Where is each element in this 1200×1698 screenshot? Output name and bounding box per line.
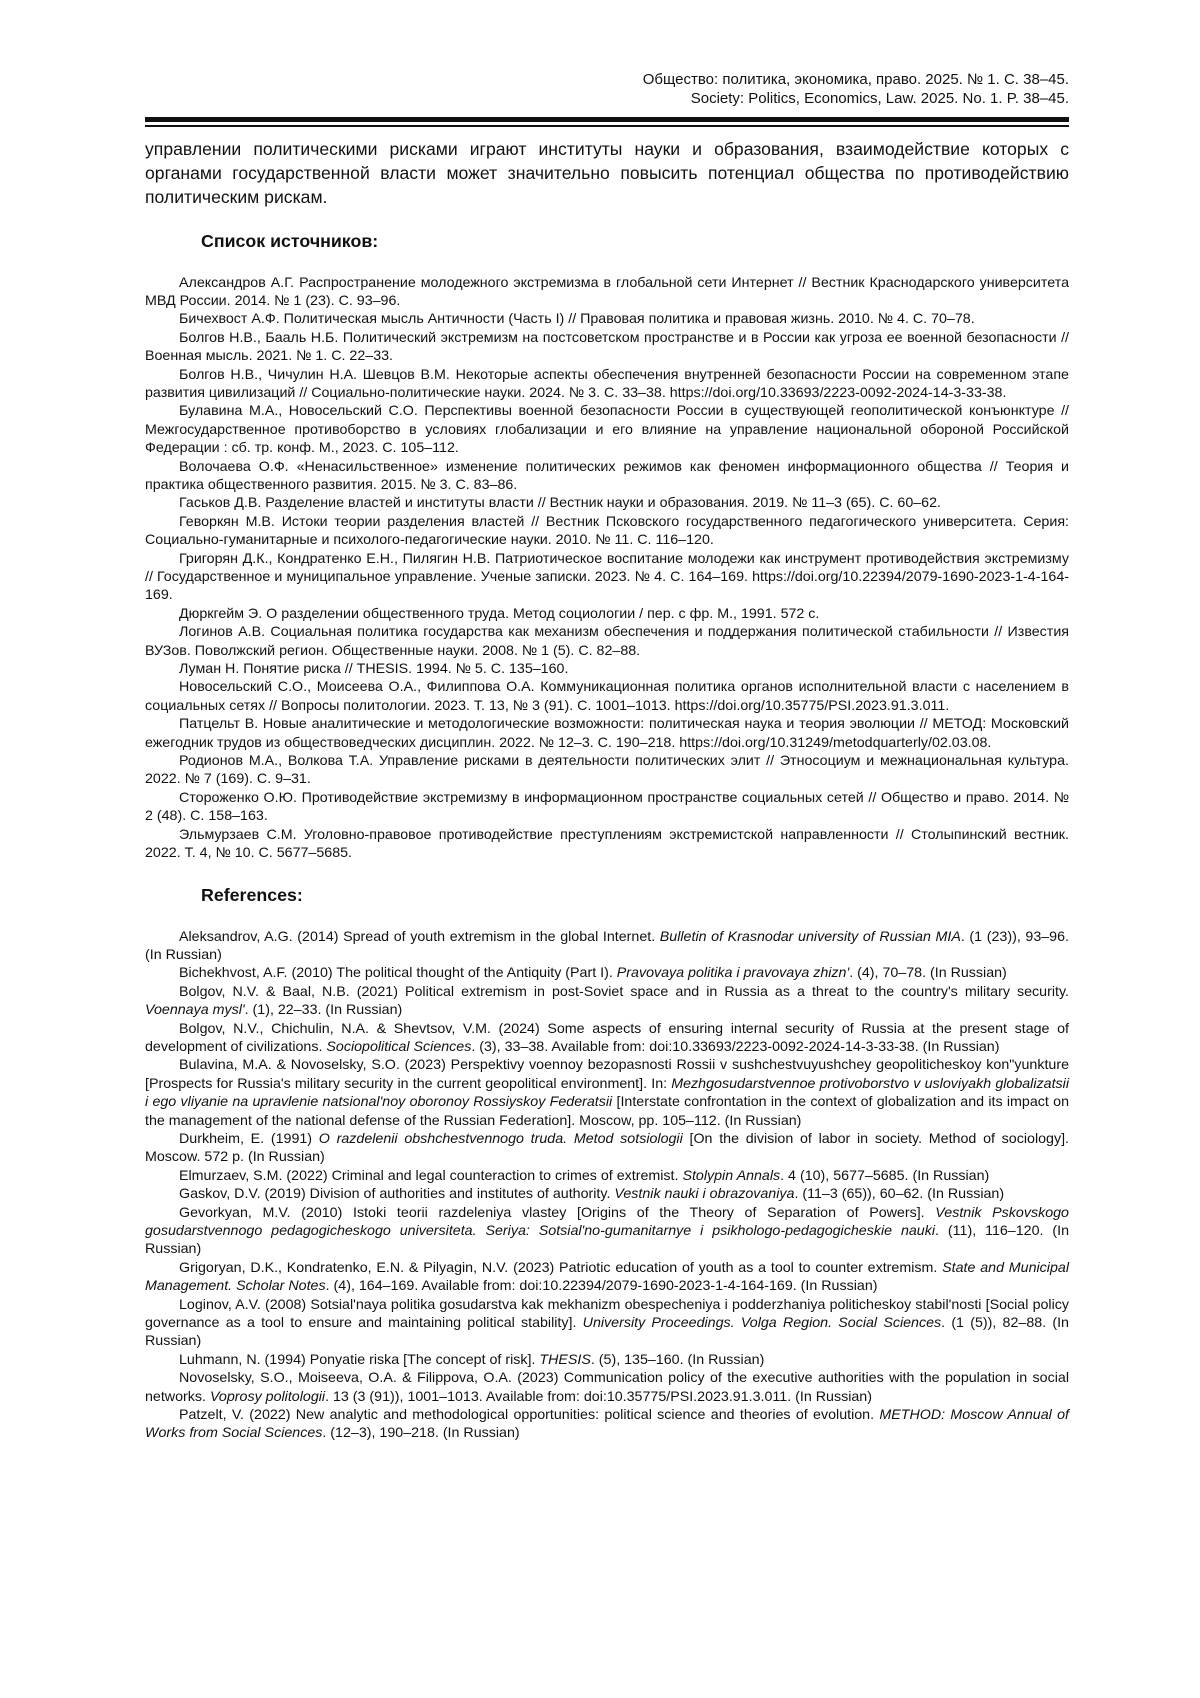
reference-details: . (1 (5)), 82–88. (In Russian) [145, 1315, 1069, 1350]
reference-details: . 4 (10), 5677–5685. (In Russian) [780, 1167, 990, 1184]
reference-details: . (1), 22–33. (In Russian) [244, 1002, 403, 1019]
source-item: Волочаева О.Ф. «Ненасильственное» изменение политических режимов как феномен информационного общества // Теория и практика общественного развития. 2015. № 3. С. 83–86. [145, 458, 1069, 493]
reference-source-title: Mezhgosudarstvennoe protivoborstvo v usloviyakh globalizatsii i ego vliyanie na upravlenie natsional'noy oboronoy Rossiyskoy Federatsii [145, 1075, 1069, 1111]
reference-source-title: Bulletin of Krasnodar university of Russian MIA [659, 928, 961, 945]
reference-item [145, 983, 1069, 1020]
reference-details: . (5), 135–160. (In Russian) [590, 1351, 765, 1368]
reference-text: Aleksandrov, A.G. (2014) Spread of youth extremism in the global Internet. [179, 928, 660, 945]
source-item: Болгов Н.В., Бааль Н.Б. Политический экстремизм на постсоветском пространстве и в России как угроза ее военной безопасности // Военная мысль. 2021. № 1. С. 22–33. [145, 329, 1069, 365]
reference-source-title: Voennaya mysl' [145, 1002, 245, 1019]
reference-source-title: Vestnik nauki i obrazovaniya [614, 1186, 795, 1203]
reference-source-title: Stolypin Annals [682, 1167, 781, 1184]
reference-text: Patzelt, V. (2022) New analytic and methodological opportunities: political science and theories of evolution. [179, 1407, 880, 1424]
source-item: Родионов М.А., Волкова Т.А. Управление рисками в деятельности политических элит // Этносоциум и межнациональная культура. 2022. № 7 (169). С. 9–31. [145, 753, 1069, 788]
reference-item [145, 1296, 1069, 1351]
reference-item [145, 1369, 1069, 1406]
intro-paragraph: управлении политическими рисками играют институты науки и образования, взаимодействие которых с органами государственной власти может значительно повысить потенциал общества по противодействию политическим рискам. [145, 138, 1069, 207]
reference-item [145, 1185, 1069, 1203]
reference-item [145, 1167, 1069, 1185]
reference-details: . 13 (3 (91)), 1001–1013. Available from: doi:10.35775/PSI.2023.91.3.011. (In Russian) [325, 1388, 872, 1405]
reference-text: Durkheim, E. (1991) [179, 1130, 319, 1147]
reference-source-title: State and Municipal Management. Scholar Notes [145, 1259, 1069, 1295]
reference-details: [On the division of labor in society. Method of sociology]. Moscow. 572 p. (In Russian) [145, 1130, 1070, 1166]
reference-source-title: Sociopolitical Sciences [326, 1038, 472, 1055]
reference-details: . (11), 116–120. (In Russian) [145, 1223, 1070, 1258]
reference-source-title: Pravovaya politika i pravovaya zhizn' [616, 965, 850, 982]
running-head-ru: Общество: политика, экономика, право. 2025. № 1. С. 38–45. [642, 71, 1069, 88]
reference-text: Loginov, A.V. (2008) Sotsial'naya politika gosudarstva kak mekhanizm obespecheniya i podderzhaniya politicheskoy stabil'nosti [Social policy governance as a tool to ensure and maintaining political stability]. [145, 1296, 1069, 1332]
source-item: Патцельт В. Новые аналитические и методологические возможности: политическая наука и теория эволюции // МЕТОД: Московский ежегодник трудов из обществоведческих дисциплин. 2022. № 12–3. С. 190–218. https://doi.org/10.31249/metodquarterly/02.03.08. [145, 716, 1069, 751]
reference-text: Bolgov, N.V., Chichulin, N.A. & Shevtsov, V.M. (2024) Some aspects of ensuring internal security of Russia at the present stage of development of civilizations. [145, 1020, 1069, 1055]
reference-source-title: THESIS [539, 1351, 591, 1368]
reference-details: . (12–3), 190–218. (In Russian) [322, 1425, 520, 1442]
source-item: Александров А.Г. Распространение молодежного экстремизма в глобальной сети Интернет // Вестник Краснодарского университета МВД России. 2014. № 1 (23). С. 93–96. [145, 274, 1069, 309]
reference-text: Gevorkyan, M.V. (2010) Istoki teorii razdeleniya vlastey [Origins of the Theory of Separation of Powers]. [179, 1204, 936, 1221]
reference-item [145, 1130, 1069, 1167]
reference-source-title: METHOD: Moscow Annual of Works from Social Sciences [145, 1407, 1069, 1442]
reference-text: Bolgov, N.V. & Baal, N.B. (2021) Political extremism in post-Soviet space and in Russia as a threat to the country's military security. [179, 983, 1069, 1000]
reference-item [145, 1351, 1069, 1369]
reference-item [145, 1259, 1069, 1296]
reference-details: . (1 (23)), 93–96. (In Russian) [145, 928, 1069, 963]
reference-details: [Interstate confrontation in the context of globalization and its impact on the management of the national defense of the Russian Federation]. Moscow, pp. 105–112. (In Russian) [145, 1094, 1069, 1129]
reference-item [145, 1020, 1069, 1057]
source-item: Бичехвост А.Ф. Политическая мысль Античности (Часть I) // Правовая политика и правовая жизнь. 2010. № 4. С. 70–78. [179, 311, 975, 328]
reference-text: Bichekhvost, A.F. (2010) The political thought of the Antiquity (Part I). [179, 965, 617, 982]
source-item: Логинов А.В. Социальная политика государства как механизм обеспечения и поддержания политической стабильности // Известия ВУЗов. Поволжский регион. Общественные науки. 2008. № 1 (5). С. 82–88. [145, 624, 1069, 659]
source-item: Новосельский С.О., Моисеева О.А., Филиппова О.А. Коммуникационная политика органов исполнительной власти с населением в социальных сетях // Вопросы политологии. 2023. Т. 13, № 3 (91). С. 1001–1013. https://doi.org/10.35775/PSI.2023.91.3.011. [145, 679, 1069, 714]
reference-text: Luhmann, N. (1994) Ponyatie riska [The concept of risk]. [179, 1351, 540, 1368]
reference-source-title: Voprosy politologii [209, 1388, 326, 1405]
reference-item [145, 928, 1069, 965]
source-item: Эльмурзаев С.М. Уголовно-правовое противодействие преступлениям экстремистской направленности // Столыпинский вестник. 2022. Т. 4, № 10. С. 5677–5685. [145, 826, 1069, 862]
source-item: Луман Н. Понятие риска // THESIS. 1994. № 5. С. 135–160. [179, 661, 569, 678]
source-item: Стороженко О.Ю. Противодействие экстремизму в информационном пространстве социальных сетей // Общество и право. 2014. № 2 (48). С. 158–163. [145, 789, 1069, 825]
reference-details: . (3), 33–38. Available from: doi:10.33693/2223-0092-2024-14-3-33-38. (In Russian) [471, 1038, 1000, 1055]
sources-heading: Список источников: [201, 230, 379, 251]
source-item: Булавина М.А., Новосельский С.О. Перспективы военной безопасности России в существующей геополитической конъюнктуре // Межгосударственное противоборство в условиях глобализации и его влияние на управление национальной обороной Российской Федерации : сб. тр. конф. М., 2023. С. 105–112. [145, 403, 1069, 457]
running-head-en: Society: Politics, Economics, Law. 2025. No. 1. P. 38–45. [690, 90, 1069, 107]
source-item: Дюркгейм Э. О разделении общественного труда. Метод социологии / пер. с фр. М., 1991. 572 с. [179, 605, 820, 622]
source-item: Болгов Н.В., Чичулин Н.А. Шевцов В.М. Некоторые аспекты обеспечения внутренней безопасности России на современном этапе развития цивилизаций // Социально-политические науки. 2024. № 3. С. 33–38. https://doi.org/10.33693/2223-0092-2024-14-3-33-38. [145, 366, 1069, 401]
reference-text: Gaskov, D.V. (2019) Division of authorities and institutes of authority. [179, 1186, 615, 1203]
reference-item [145, 964, 1069, 982]
page [145, 70, 1069, 1443]
running-head [145, 70, 1069, 108]
source-item: Гаськов Д.В. Разделение властей и институты власти // Вестник науки и образования. 2019. № 11–3 (65). С. 60–62. [179, 495, 941, 512]
reference-text: Bulavina, M.A. & Novoselsky, S.O. (2023) Perspektivy voennoy bezopasnosti Rossii v sushchestvuyushchey geopoliticheskoy kon"yunkture [Prospects for Russia's military security in the current geopolitical environment]. In: [145, 1057, 1069, 1092]
reference-details: . (11–3 (65)), 60–62. (In Russian) [794, 1186, 1005, 1203]
references-list [145, 928, 1069, 1443]
source-item: Геворкян М.В. Истоки теории разделения властей // Вестник Псковского государственного педагогического университета. Серия: Социально-гуманитарные и психолого-педагогические науки. 2010. № 11. С. 116–120. [145, 513, 1069, 549]
header-rule-thin [145, 125, 1069, 127]
references-heading: References: [201, 884, 303, 905]
reference-source-title: Vestnik Pskovskogo gosudarstvennogo pedagogicheskogo universiteta. Seriya: Sotsial'no-gumanitarnye i psikhologo-pedagogicheskie nauki [145, 1204, 1069, 1239]
source-item: Григорян Д.К., Кондратенко Е.Н., Пилягин Н.В. Патриотическое воспитание молодежи как инструмент противодействия экстремизму // Государственное и муниципальное управление. Ученые записки. 2023. № 4. С. 164–169. https://doi.org/10.22394/2079-1690-2023-1-4-164-169. [145, 550, 1069, 604]
reference-item [145, 1406, 1069, 1443]
reference-text: Novoselsky, S.O., Moiseeva, O.A. & Filippova, O.A. (2023) Communication policy of the executive authorities with the population in social networks. [145, 1370, 1069, 1405]
reference-source-title: O razdelenii obshchestvennogo truda. Metod sotsiologii [318, 1130, 683, 1147]
sources-list [145, 274, 1069, 863]
reference-text: Elmurzaev, S.M. (2022) Criminal and legal counteraction to crimes of extremist. [179, 1167, 683, 1184]
reference-text: Grigoryan, D.K., Kondratenko, E.N. & Pilyagin, N.V. (2023) Patriotic education of youth as a tool to counter extremism. [179, 1259, 943, 1276]
reference-details: . (4), 164–169. Available from: doi:10.22394/2079-1690-2023-1-4-164-169. (In Russian) [325, 1278, 878, 1295]
reference-details: . (4), 70–78. (In Russian) [849, 965, 1007, 982]
header-rule-thick [145, 117, 1069, 122]
reference-item [145, 1204, 1069, 1259]
reference-item [145, 1056, 1069, 1130]
reference-source-title: University Proceedings. Volga Region. Social Sciences [582, 1315, 942, 1332]
